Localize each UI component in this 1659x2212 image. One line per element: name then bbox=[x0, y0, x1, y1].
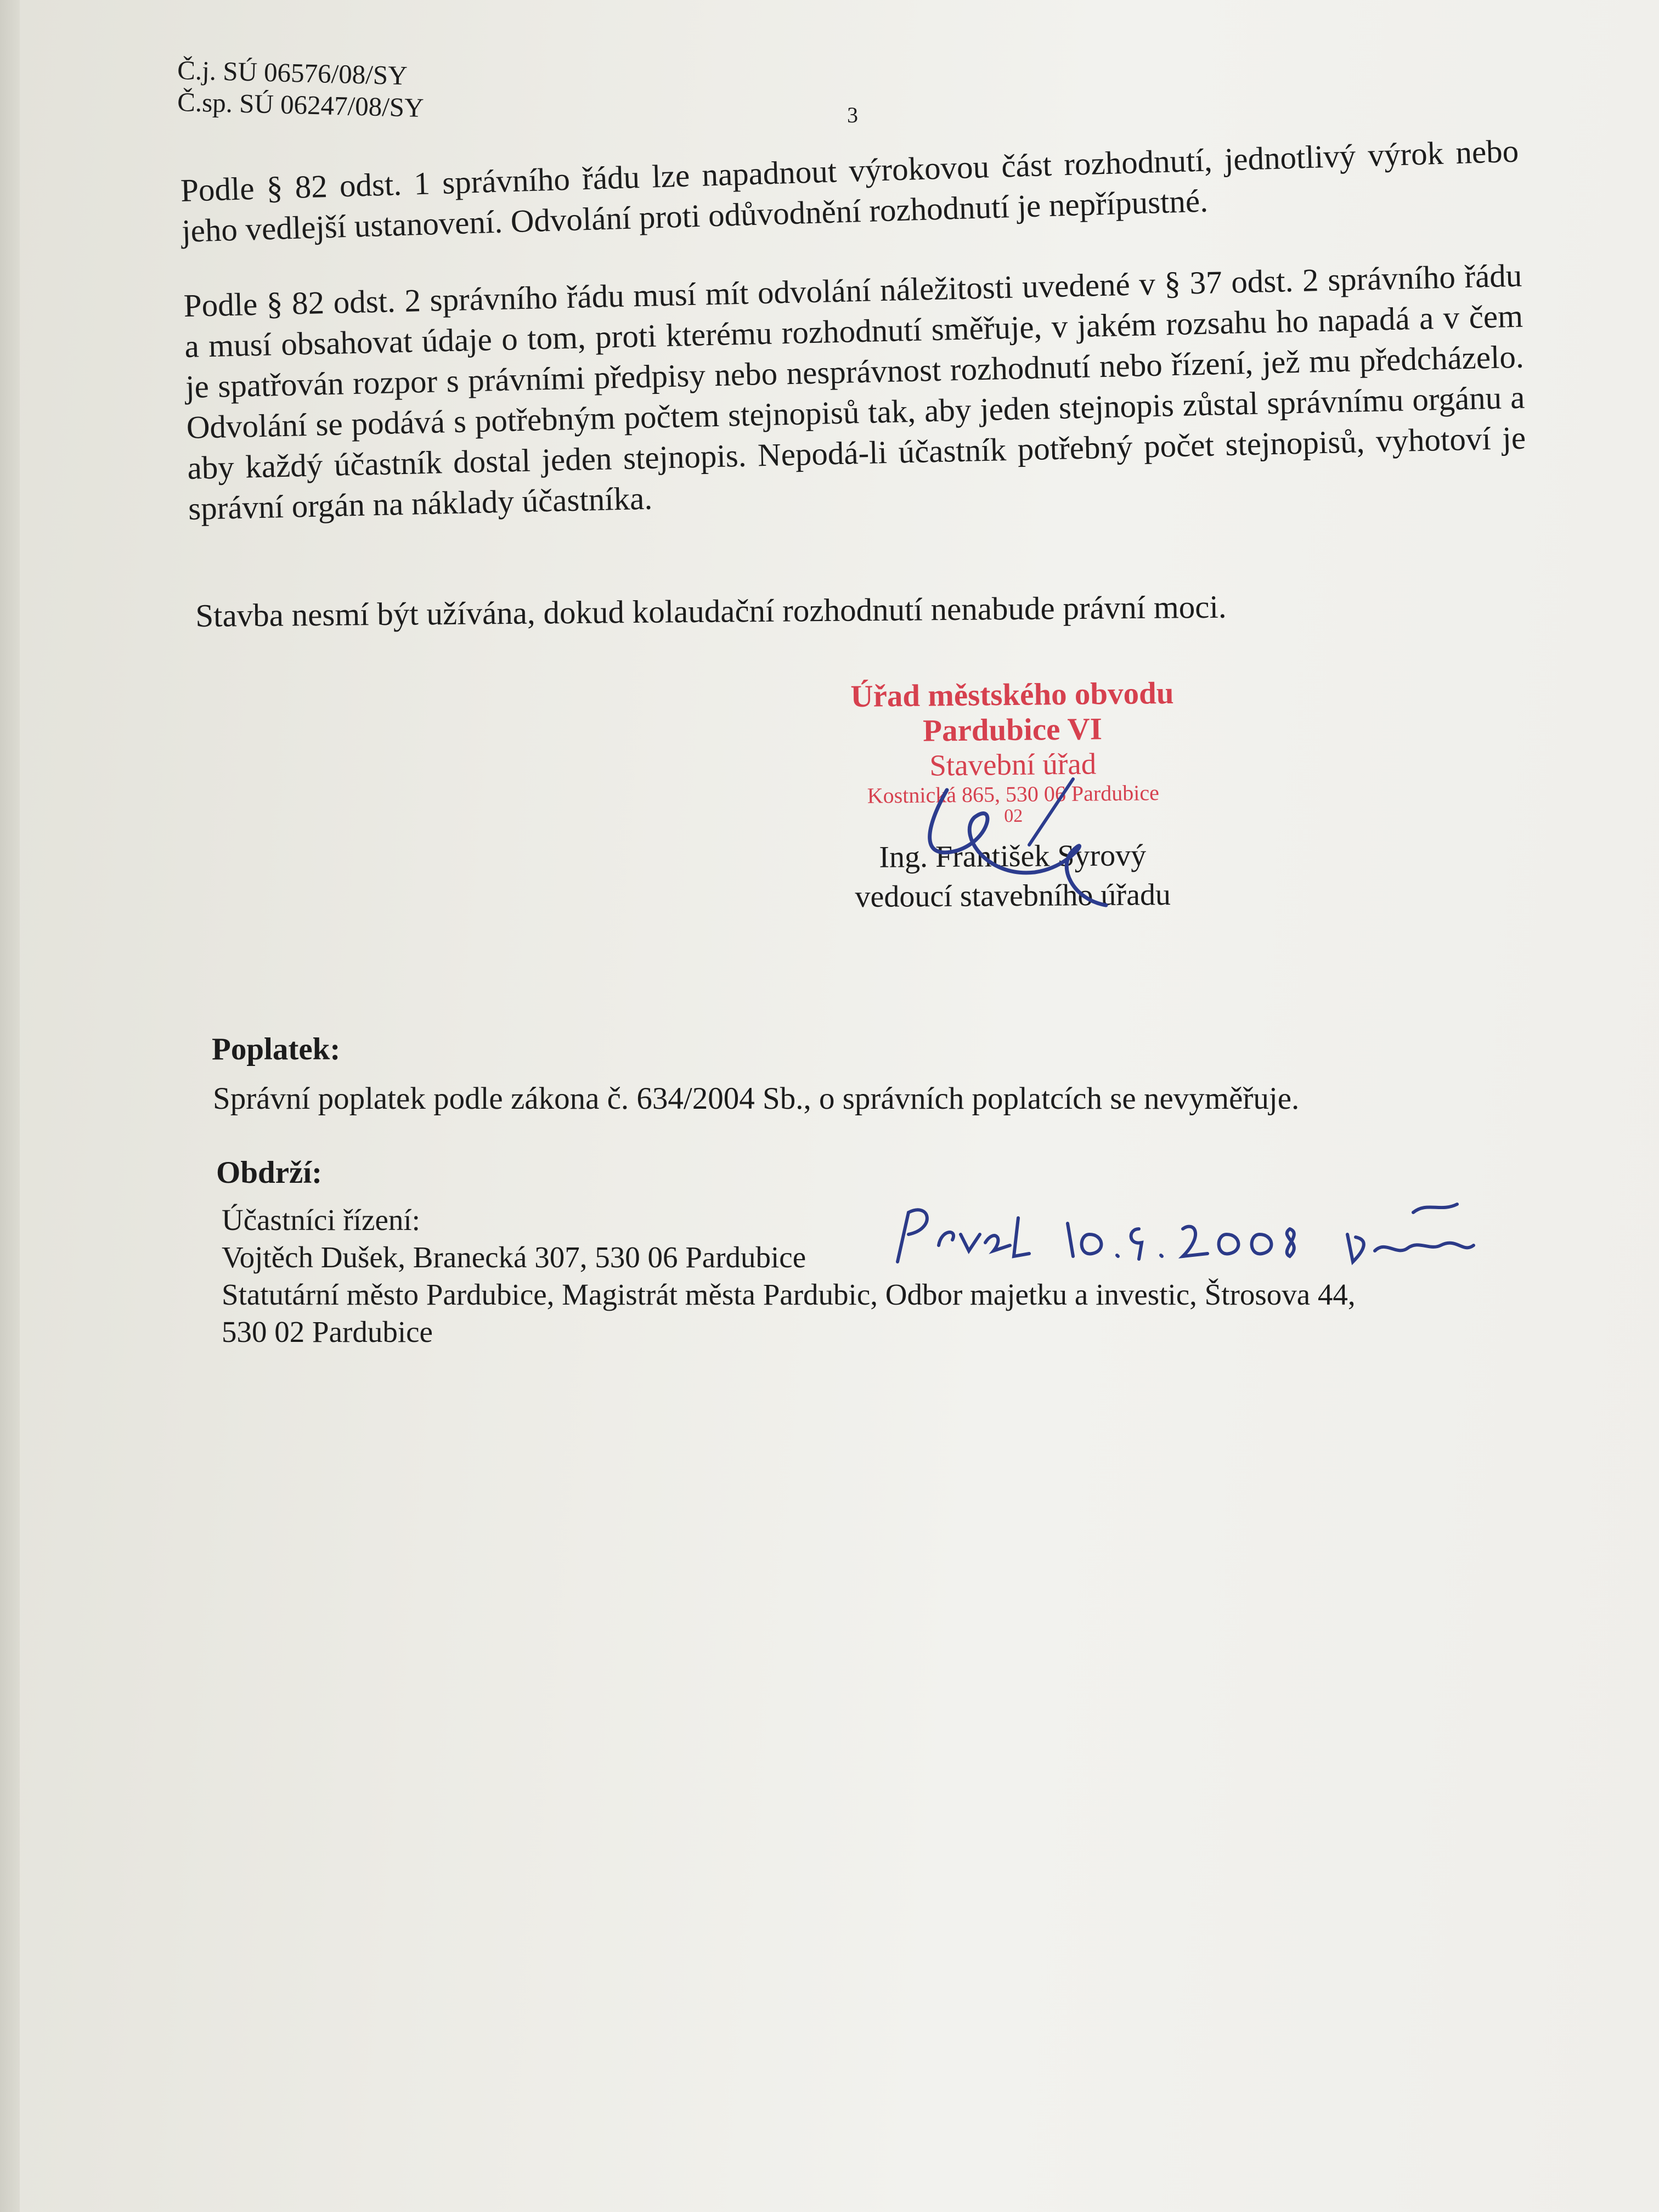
page-number: 3 bbox=[847, 103, 858, 127]
stamp-department: Stavební úřad bbox=[929, 747, 1097, 782]
list-item: Vojtěch Dušek, Branecká 307, 530 06 Pardubice bbox=[222, 1240, 806, 1274]
fee-text: Správní poplatek podle zákona č. 634/2004 Sb., o správních poplatcích se nevyměřuje. bbox=[213, 1081, 1300, 1116]
stamp-number: 02 bbox=[1004, 805, 1023, 827]
reference-cj: Č.j. SÚ 06576/08/SY bbox=[177, 55, 408, 91]
signature-icon bbox=[909, 768, 1139, 922]
signer-role: vedoucí stavebního úřadu bbox=[855, 877, 1171, 915]
recipients-subheading: Účastníci řízení: bbox=[222, 1203, 420, 1237]
left-page-edge bbox=[0, 0, 20, 2212]
paragraph-usage-restriction: Stavba nesmí být užívána, dokud kolaudační rozhodnutí nenabude právní moci. bbox=[195, 588, 1227, 634]
paragraph-appeal-scope: Podle § 82 odst. 1 správního řádu lze napadnout výrokovou část rozhodnutí, jednotlivý výrok nebo jeho vedlejší ustanovení. Odvolání proti odůvodnění rozhodnutí je nepřípustné. bbox=[180, 132, 1520, 249]
handwritten-receipt-note bbox=[887, 1196, 1523, 1289]
stamp-district: Pardubice VI bbox=[922, 712, 1103, 748]
paragraph-appeal-requirements: Podle § 82 odst. 2 správního řádu musí mít odvolání náležitosti uvedené v § 37 odst. 2 správního řádu a musí obsahovat údaje o tom, proti kterému rozhodnutí směřuje, v jakém rozsahu ho napadá a v čem je spatřován rozpor s právními předpisy nebo nesprávnost rozhodnutí nebo řízení, jež mu předcházelo. Odvolání se podává s potřebným počtem stejnopisů tak, aby jeden stejnopis zůstal správnímu orgánu a aby každý účastník dostal jeden stejnopis. Nepodá-li účastník potřebný počet stejnopisů, vyhotoví je správní orgán na náklady účastníka. bbox=[183, 257, 1526, 527]
fee-heading: Poplatek: bbox=[212, 1032, 341, 1066]
reference-csp: Č.sp. SÚ 06247/08/SY bbox=[177, 87, 425, 123]
document-page bbox=[20, 0, 1659, 2212]
recipients-heading: Obdrží: bbox=[216, 1155, 323, 1190]
stamp-address: Kostnická 865, 530 06 Pardubice bbox=[867, 780, 1160, 808]
list-item: Statutární město Pardubice, Magistrát města Pardubic, Odbor majetku a investic, Štrosova 44, bbox=[222, 1278, 1356, 1311]
stamp-office-name: Úřad městského obvodu bbox=[850, 675, 1174, 714]
signer-name: Ing. František Syrový bbox=[879, 838, 1147, 874]
list-item: 530 02 Pardubice bbox=[222, 1315, 433, 1348]
